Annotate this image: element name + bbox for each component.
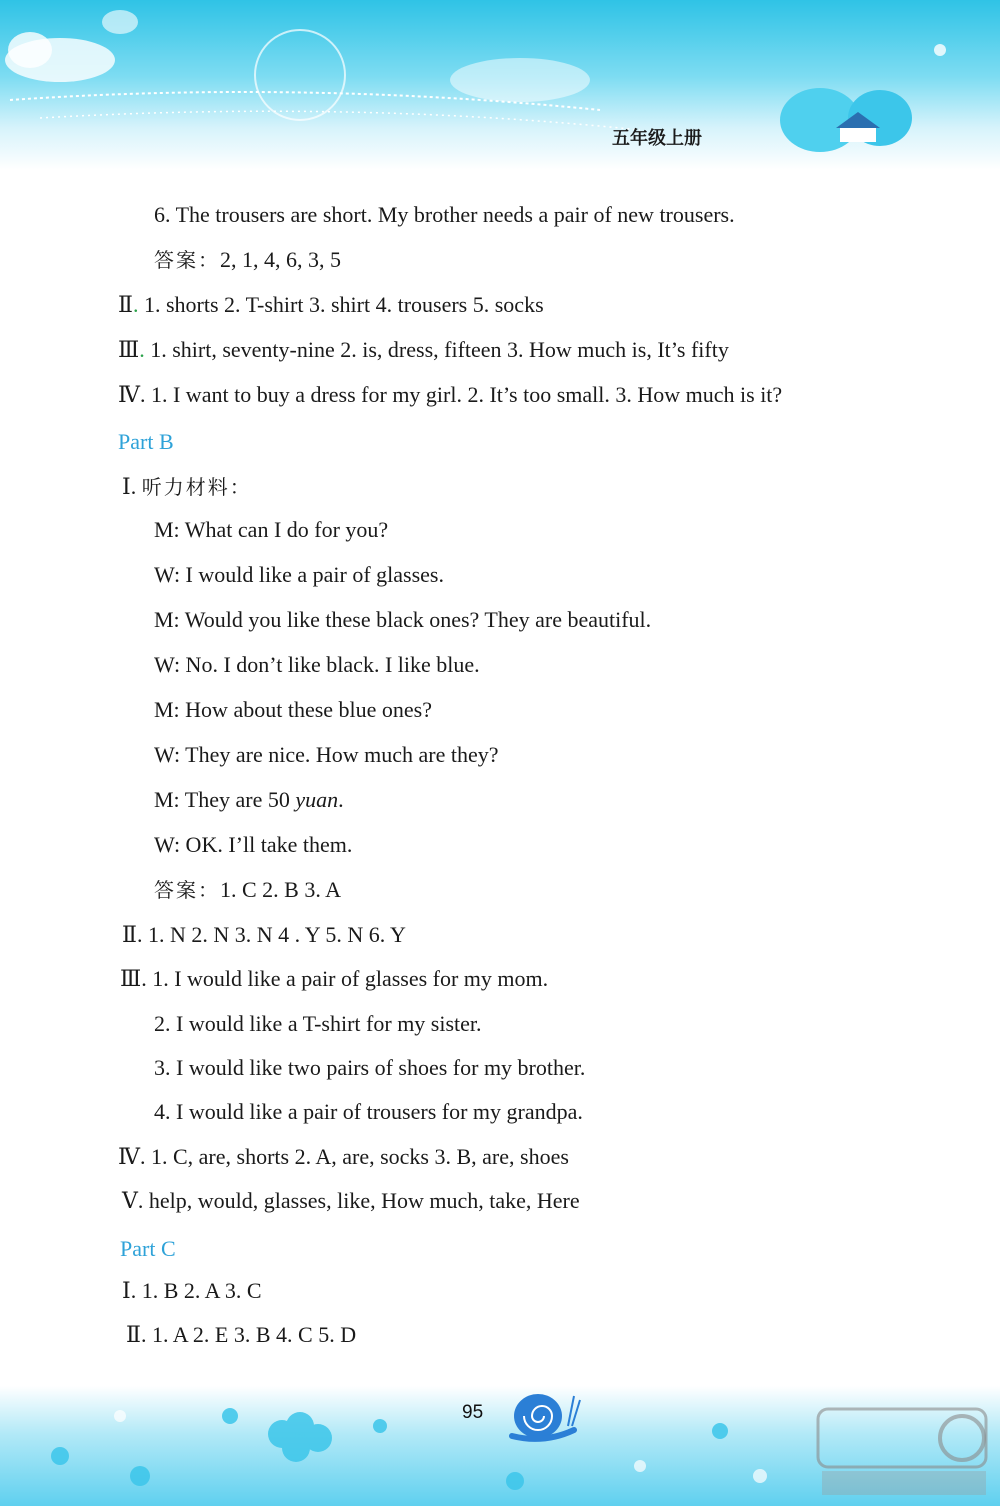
section-text: 1. I want to buy a dress for my girl. 2. It’s too small. 3. How much is it? — [150, 382, 783, 407]
section-text: 1. shorts 2. T-shirt 3. shirt 4. trousers 5. socks — [143, 292, 544, 317]
roman-numeral: Ⅲ — [120, 966, 142, 991]
roman-numeral: Ⅰ — [122, 1278, 131, 1303]
answer-text: 1. C 2. B 3. A — [220, 877, 342, 902]
part-c-heading: Part C — [120, 1236, 176, 1261]
roman-numeral: Ⅲ — [118, 337, 140, 362]
section-text: 1. I would like a pair of glasses for my mom. — [152, 966, 549, 991]
section-line: Ⅰ. 听力材料： — [122, 474, 252, 499]
dialogue-italic: yuan — [295, 787, 339, 812]
answer-text: 2, 1, 4, 6, 3, 5 — [220, 247, 341, 272]
header-decoration — [0, 0, 1000, 170]
section-line: Ⅲ. 1. I would like a pair of glasses for my mom. — [120, 966, 549, 991]
section-text: 1. A 2. E 3. B 4. C 5. D — [151, 1322, 357, 1347]
dialogue-line: M: What can I do for you? — [154, 517, 389, 542]
section-line: Ⅱ. 1. shorts 2. T-shirt 3. shirt 4. trousers 5. socks — [118, 292, 544, 317]
section-line: Ⅱ. 1. A 2. E 3. B 4. C 5. D — [126, 1322, 357, 1347]
dialogue-line: W: I would like a pair of glasses. — [154, 562, 444, 587]
text-line: 6. The trousers are short. My brother needs a pair of new trousers. — [154, 202, 735, 227]
section-text: help, would, glasses, like, How much, take, Here — [148, 1188, 580, 1213]
answer-line — [154, 879, 341, 901]
cloud-decoration-icon — [0, 0, 1000, 170]
answer-label: 答案： — [154, 248, 220, 272]
section-line: Ⅲ. 1. shirt, seventy-nine 2. is, dress, fifteen 3. How much is, It’s fifty — [118, 337, 729, 362]
text-line: 4. I would like a pair of trousers for my grandpa. — [154, 1099, 583, 1124]
grade-label: 五年级上册 — [612, 128, 702, 149]
page-number: 95 — [462, 1402, 484, 1423]
section-line: Ⅳ. 1. I want to buy a dress for my girl. 2. It’s too small. 3. How much is it? — [118, 382, 783, 407]
roman-numeral: Ⅴ — [122, 1188, 138, 1213]
dialogue-line: W: No. I don’t like black. I like blue. — [154, 652, 480, 677]
roman-numeral: Ⅳ — [118, 382, 140, 407]
dialogue-line — [154, 789, 344, 811]
snail-icon — [504, 1386, 584, 1446]
dialogue-text: M: They are 50 — [154, 787, 296, 812]
roman-numeral: Ⅱ — [122, 922, 137, 947]
section-line: Ⅱ. 1. N 2. N 3. N 4 . Y 5. N 6. Y — [122, 922, 406, 947]
section-text: 1. shirt, seventy-nine 2. is, dress, fifteen 3. How much is, It’s fifty — [150, 337, 729, 362]
section-text: 1. N 2. N 3. N 4 . Y 5. N 6. Y — [147, 922, 406, 947]
roman-numeral: Ⅰ — [122, 474, 131, 499]
answer-label: 答案： — [154, 878, 220, 902]
roman-numeral: Ⅱ — [118, 292, 133, 317]
part-b-heading: Part B — [118, 429, 174, 454]
dialogue-line: W: They are nice. How much are they? — [154, 742, 499, 767]
dialogue-line: M: How about these blue ones? — [154, 697, 432, 722]
dialogue-line: M: Would you like these black ones? They are beautiful. — [154, 607, 652, 632]
section-line: Ⅰ. 1. B 2. A 3. C — [122, 1278, 262, 1303]
roman-numeral: Ⅱ — [126, 1322, 141, 1347]
section-line: Ⅳ. 1. C, are, shorts 2. A, are, socks 3. B, are, shoes — [118, 1144, 569, 1169]
dialogue-text: . — [338, 787, 344, 812]
section-line: Ⅴ. help, would, glasses, like, How much, take, Here — [122, 1188, 580, 1213]
roman-numeral: Ⅳ — [118, 1144, 140, 1169]
section-text: 1. C, are, shorts 2. A, are, socks 3. B, are, shoes — [150, 1144, 569, 1169]
dialogue-line: W: OK. I’ll take them. — [154, 832, 353, 857]
text-line: 3. I would like two pairs of shoes for my brother. — [154, 1055, 586, 1080]
answer-line — [154, 249, 341, 271]
section-text: 1. B 2. A 3. C — [141, 1278, 262, 1303]
watermark-logo-icon — [812, 1405, 992, 1500]
section-text: 听力材料： — [141, 475, 252, 499]
text-line: 2. I would like a T-shirt for my sister. — [154, 1011, 482, 1036]
